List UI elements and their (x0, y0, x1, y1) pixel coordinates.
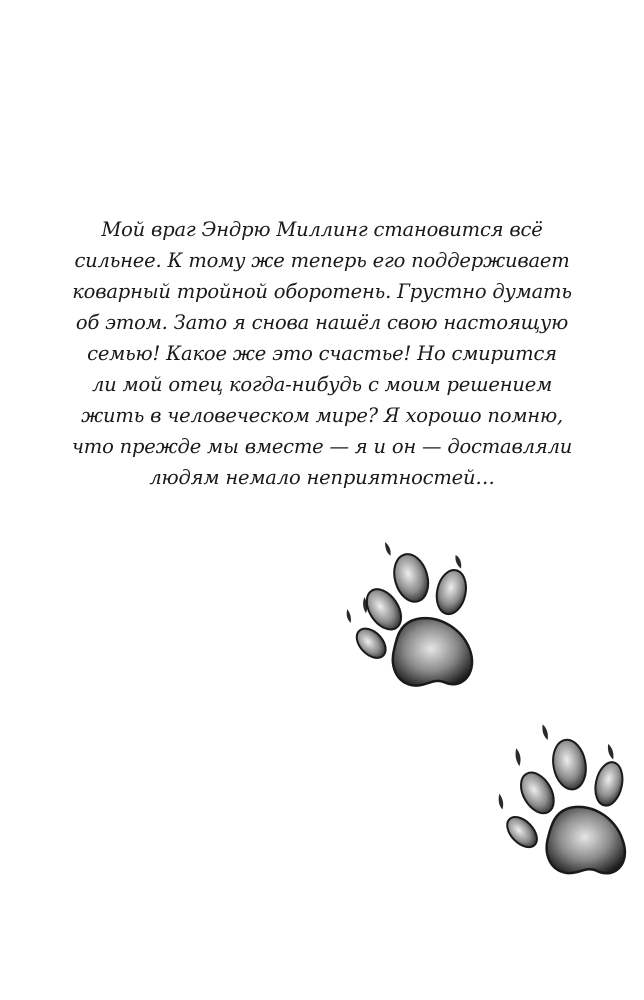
blurb-line-3: коварный тройной оборотень. Грустно думать (72, 280, 572, 303)
paw-print-icon (484, 712, 644, 890)
blurb-line-8: что прежде мы вместе — я и он — доставляли (71, 435, 573, 458)
blurb-line-9: людям немало неприятностей… (149, 466, 495, 489)
blurb-line-4: об этом. Зато я снова нашёл свою настоящую (75, 311, 569, 334)
blurb-line-2: сильнее. К тому же теперь его поддерживает (74, 249, 570, 272)
blurb-line-7: жить в человеческом мире? Я хорошо помню, (81, 404, 563, 427)
blurb-line-1: Мой враг Эндрю Миллинг становится всё (101, 218, 543, 241)
blurb-line-5: семью! Какое же это счастье! Но смирится (87, 342, 557, 365)
blurb-paragraph (60, 214, 584, 493)
paw-print-icon (328, 525, 506, 703)
blurb-line-6: ли мой отец когда-нибудь с моим решением (91, 373, 553, 396)
